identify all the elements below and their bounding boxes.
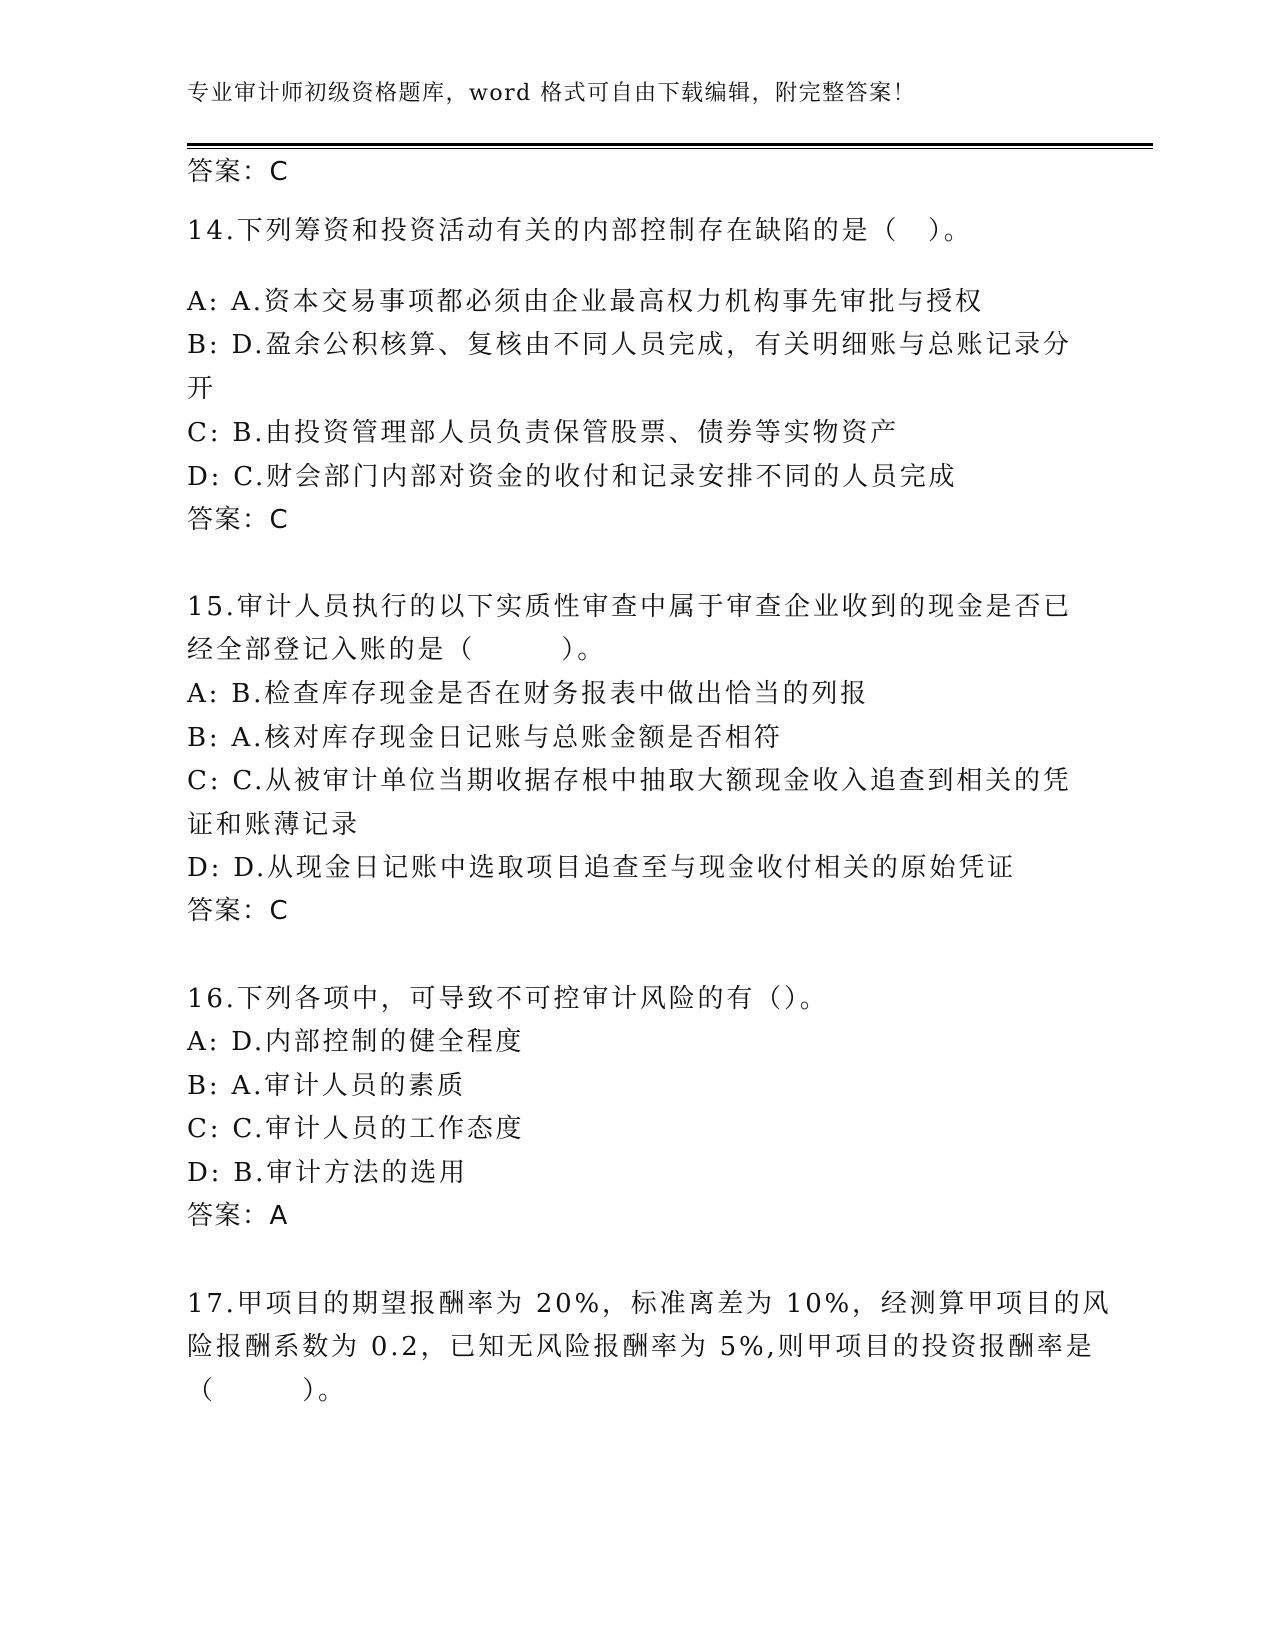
- question-15-option-c-cont: 证和账薄记录: [187, 810, 360, 840]
- question-15-stem-cont: 经全部登记入账的是（ ）。: [187, 635, 607, 665]
- answer-line: 答案：C: [187, 157, 290, 187]
- question-15-option-b: B: A.核对库存现金日记账与总账金额是否相符: [187, 723, 783, 753]
- question-14-option-c: C: B.由投资管理部人员负责保管股票、债券等实物资产: [187, 418, 899, 448]
- question-16-option-c: C: C.审计人员的工作态度: [187, 1114, 525, 1144]
- page-header: 专业审计师初级资格题库，word 格式可自由下载编辑，附完整答案！: [187, 81, 917, 106]
- question-16-answer: 答案：A: [187, 1201, 289, 1231]
- question-17-stem-cont: 险报酬系数为 0.2，已知无风险报酬率为 5%,则甲项目的投资报酬率是: [187, 1332, 1095, 1362]
- question-15-option-d: D: D.从现金日记账中选取项目追查至与现金收付相关的原始凭证: [187, 853, 1016, 883]
- question-15-stem: 15.审计人员执行的以下实质性审查中属于审查企业收到的现金是否已: [187, 592, 1072, 622]
- header-rule-thick: [187, 143, 1153, 146]
- question-15-option-a: A: B.检查库存现金是否在财务报表中做出恰当的列报: [187, 679, 869, 709]
- header-rule-thin: [187, 148, 1153, 149]
- question-16-stem: 16.下列各项中，可导致不可控审计风险的有（）。: [187, 984, 829, 1014]
- question-14-option-b-cont: 开: [187, 374, 216, 404]
- question-17-stem-blank: （ ）。: [187, 1376, 347, 1406]
- question-14-option-d: D: C.财会部门内部对资金的收付和记录安排不同的人员完成: [187, 462, 958, 492]
- question-15-answer: 答案：C: [187, 896, 290, 926]
- question-16-option-d: D: B.审计方法的选用: [187, 1158, 468, 1188]
- question-14-option-b: B: D.盈余公积核算、复核由不同人员完成，有关明细账与总账记录分: [187, 330, 1072, 360]
- question-16-option-b: B: A.审计人员的素质: [187, 1071, 466, 1101]
- question-17-stem: 17.甲项目的期望报酬率为 20%，标准离差为 10%，经测算甲项目的风: [187, 1289, 1112, 1319]
- question-14-stem: 14.下列筹资和投资活动有关的内部控制存在缺陷的是（ ）。: [187, 216, 973, 246]
- question-14-option-a: A: A.资本交易事项都必须由企业最高权力机构事先审批与授权: [187, 287, 984, 317]
- question-14-answer: 答案：C: [187, 505, 290, 535]
- question-15-option-c: C: C.从被审计单位当期收据存根中抽取大额现金收入追查到相关的凭: [187, 766, 1072, 796]
- question-16-option-a: A: D.内部控制的健全程度: [187, 1027, 525, 1057]
